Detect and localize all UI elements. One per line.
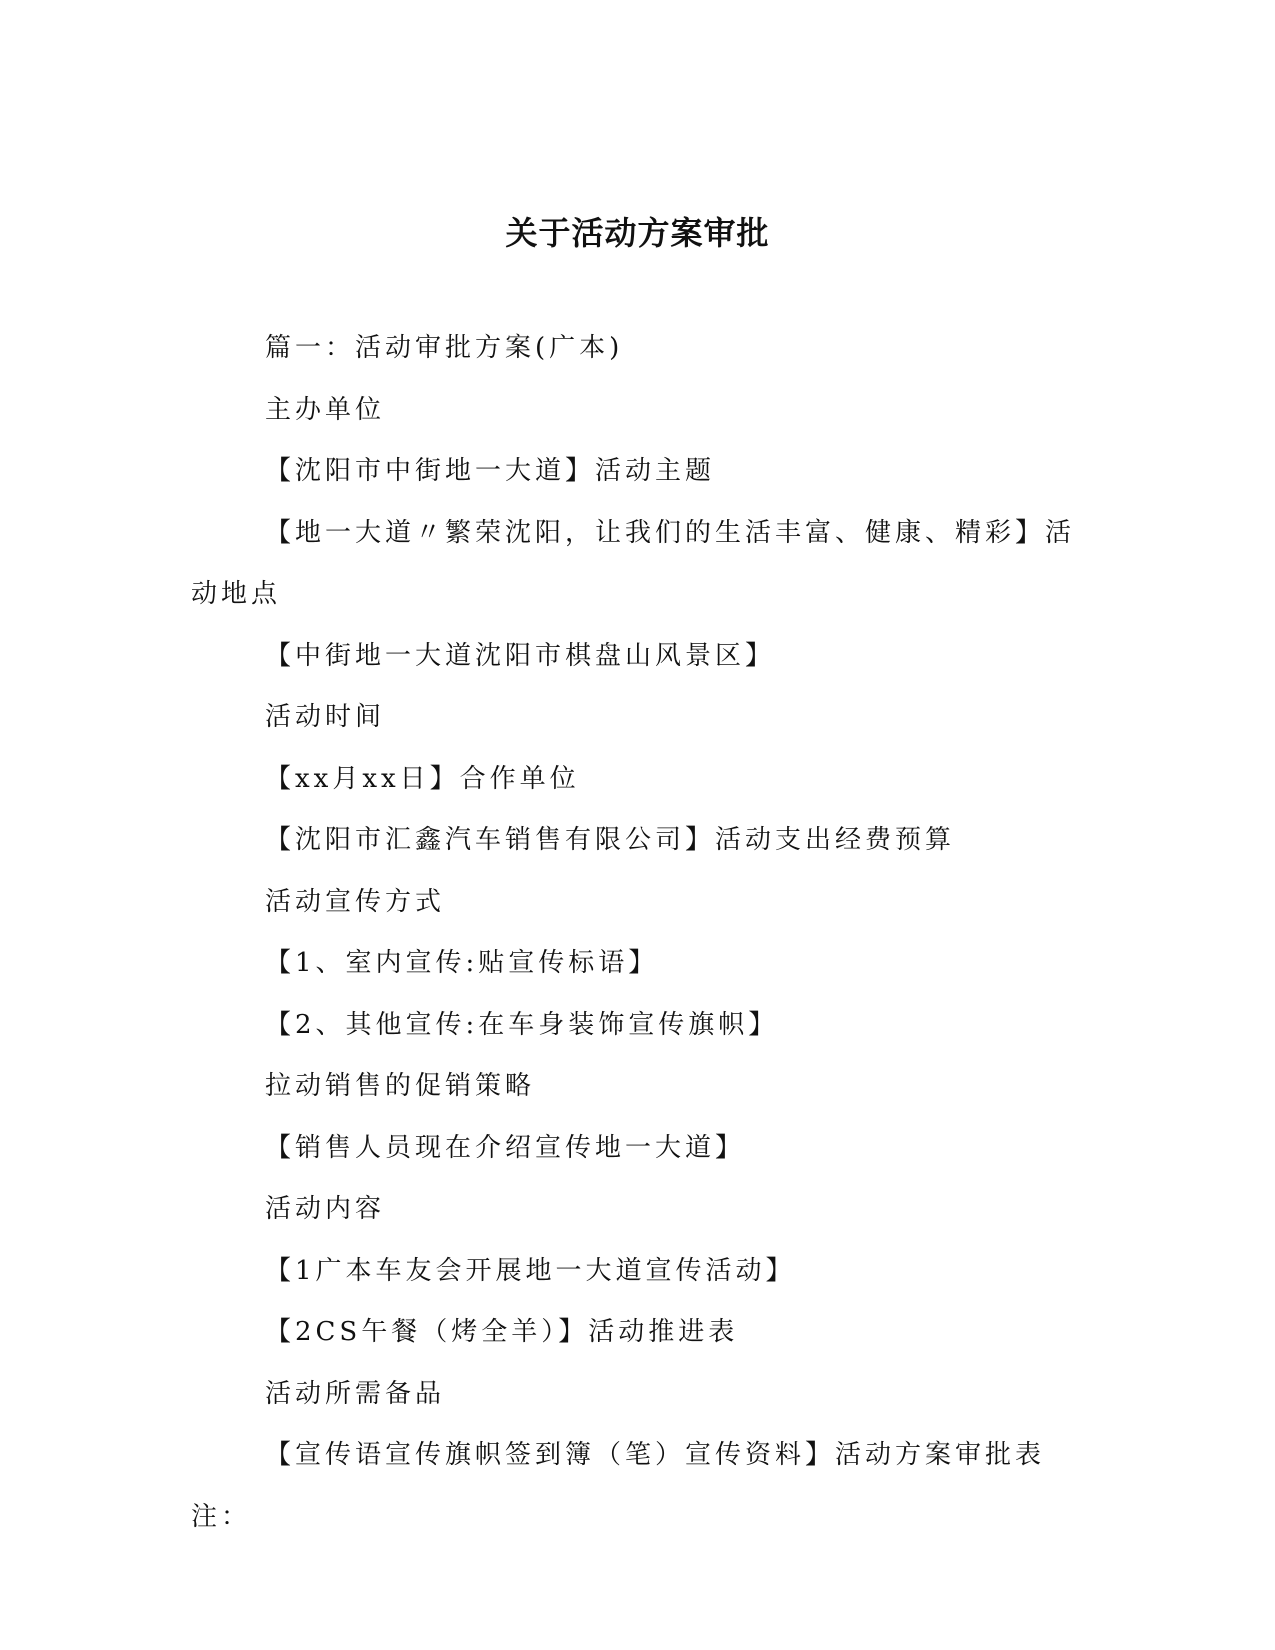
paragraph: 【销售人员现在介绍宣传地一大道】	[265, 1132, 746, 1163]
paragraph: 【1、室内宣传:贴宣传标语】	[265, 948, 659, 978]
paragraph: 【沈阳市中街地一大道】活动主题	[265, 456, 716, 486]
paragraph: 活动宣传方式	[265, 886, 446, 917]
paragraph: 篇一：活动审批方案(广本)	[265, 333, 624, 363]
paragraph: 【2、其他宣传:在车身装饰宣传旗帜】	[265, 1009, 779, 1040]
document-body	[191, 318, 1091, 1548]
paragraph: 活动内容	[265, 1194, 386, 1224]
paragraph: 【沈阳市汇鑫汽车销售有限公司】活动支出经费预算	[265, 825, 956, 855]
paragraph: 主办单位	[265, 394, 386, 425]
paragraph: 拉动销售的促销策略	[265, 1071, 536, 1101]
document-title: 关于活动方案审批	[505, 214, 770, 252]
paragraph: 【2CS午餐（烤全羊）】活动推进表	[265, 1317, 739, 1347]
paragraph: 活动时间	[265, 702, 386, 732]
paragraph: 【中街地一大道沈阳市棋盘山风景区】	[265, 640, 776, 671]
paragraph: 【宣传语宣传旗帜签到簿（笔）宣传资料】活动方案审批表注：	[191, 1440, 1046, 1532]
paragraph: 【地一大道〃繁荣沈阳，让我们的生活丰富、健康、精彩】活动地点	[191, 517, 1076, 609]
paragraph: 【xx月xx日】合作单位	[265, 763, 580, 794]
paragraph: 活动所需备品	[265, 1378, 446, 1409]
paragraph: 【1广本车友会开展地一大道宣传活动】	[265, 1255, 796, 1286]
